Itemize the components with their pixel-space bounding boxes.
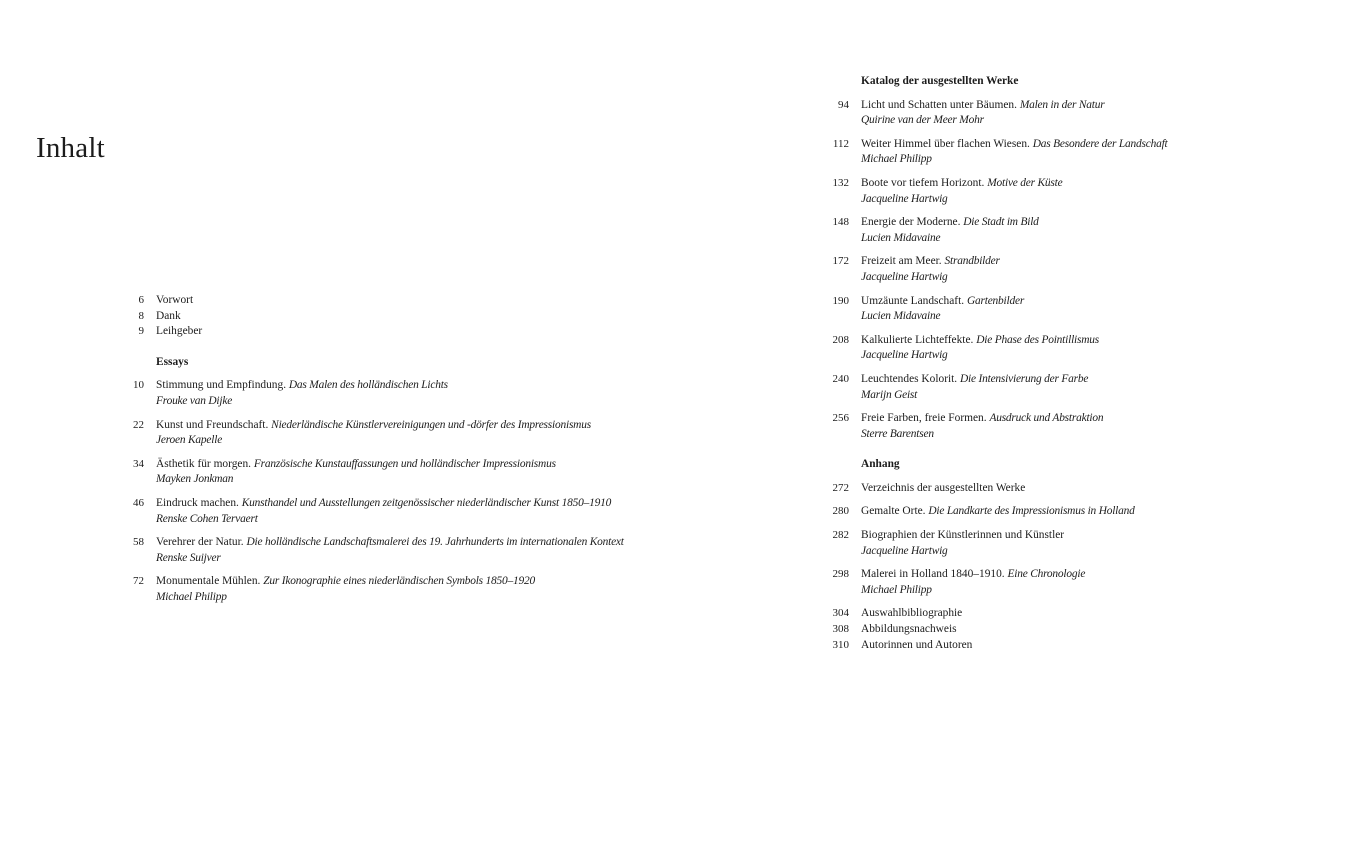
entry-title: Leuchtendes Kolorit. (861, 372, 958, 385)
toc-entry[interactable] (815, 638, 1168, 654)
toc-entry[interactable] (815, 333, 1168, 364)
entry-title: Autorinnen und Autoren (861, 638, 973, 651)
page-number: 22 (133, 418, 144, 431)
entry-title: Verzeichnis der ausgestellten Werke (861, 481, 1026, 494)
entry-author: Michael Philipp (861, 153, 932, 166)
toc-entry[interactable] (815, 481, 1168, 497)
page-number: 190 (832, 294, 849, 307)
toc-entry[interactable] (815, 411, 1168, 442)
entry-title: Malerei in Holland 1840–1910. (861, 568, 1005, 581)
toc-entry[interactable] (110, 324, 624, 340)
entry-author: Michael Philipp (156, 590, 227, 603)
page-number: 6 (138, 294, 144, 306)
entry-subtitle: Die Phase des Pointillismus (976, 333, 1099, 346)
entry-author: Jeroen Kapelle (156, 434, 223, 447)
entry-title: Freizeit am Meer. (861, 255, 942, 268)
entry-title: Gemalte Orte. (861, 505, 926, 518)
entry-subtitle: Malen in der Natur (1019, 98, 1105, 111)
toc-left-column (110, 293, 624, 606)
entry-title: Boote vor tiefem Horizont. (861, 176, 985, 189)
page-number: 310 (832, 638, 849, 651)
entry-author: Sterre Barentsen (861, 427, 934, 440)
page-number: 282 (832, 529, 849, 542)
page-title: Inhalt (36, 132, 105, 164)
entry-title: Eindruck machen. (156, 496, 239, 509)
toc-entry[interactable] (815, 294, 1168, 325)
entry-subtitle: Strandbilder (944, 255, 1000, 268)
entry-author: Renske Cohen Tervaert (156, 512, 258, 525)
entry-subtitle: Gartenbilder (966, 294, 1025, 307)
entry-subtitle: Ausdruck und Abstraktion (989, 412, 1104, 425)
page-number: 9 (138, 325, 144, 338)
entry-title: Licht und Schatten unter Bäumen. (861, 98, 1017, 111)
entry-title: Vorwort (156, 294, 194, 306)
toc-entry[interactable] (815, 215, 1168, 246)
toc-entry[interactable] (110, 535, 624, 566)
toc-entry[interactable] (110, 309, 624, 325)
entry-author: Jacqueline Hartwig (861, 349, 948, 362)
page-number: 240 (832, 372, 849, 385)
entry-author: Michael Philipp (861, 583, 932, 596)
page-number: 256 (832, 412, 849, 425)
page-number: 132 (832, 176, 849, 189)
entry-subtitle: Kunsthandel und Ausstellungen zeitgenössischer niederländischer Kunst 1850–1910 (241, 496, 612, 509)
entry-author: Renske Suijver (156, 551, 221, 564)
page-number: 72 (133, 575, 144, 588)
entry-subtitle: Das Malen des holländischen Lichts (288, 379, 448, 392)
entry-author: Frouke van Dijke (156, 394, 233, 407)
entry-author: Jacqueline Hartwig (861, 544, 948, 557)
entry-subtitle: Niederländische Künstlervereinigungen und -dörfer des Impressionismus (271, 418, 591, 431)
toc-entry[interactable] (110, 496, 624, 527)
section-heading-appendix: Anhang (861, 458, 900, 471)
entry-author: Marijn Geist (861, 388, 918, 401)
page-number: 46 (133, 496, 144, 509)
toc-entry[interactable] (110, 457, 624, 488)
page-number: 308 (832, 623, 849, 636)
entry-subtitle: Französische Kunstauffassungen und holländischer Impressionismus (253, 457, 556, 470)
page-number: 94 (838, 98, 849, 111)
page-number: 208 (832, 333, 849, 346)
entry-author: Lucien Midavaine (861, 310, 941, 323)
toc-entry[interactable] (815, 622, 1168, 638)
toc-entry[interactable] (815, 137, 1168, 168)
entry-title: Energie der Moderne. (861, 216, 961, 229)
entry-title: Kalkulierte Lichteffekte. (861, 333, 974, 346)
entry-author: Jacqueline Hartwig (861, 270, 948, 283)
entry-author: Quirine van der Meer Mohr (861, 114, 984, 127)
entry-subtitle: Zur Ikonographie eines niederländischen Symbols 1850–1920 (263, 575, 536, 588)
entry-title: Weiter Himmel über flachen Wiesen. (861, 137, 1030, 150)
entry-author: Lucien Midavaine (861, 231, 941, 244)
section-heading-essays: Essays (156, 355, 189, 368)
entry-author: Mayken Jonkman (156, 473, 234, 486)
entry-subtitle: Die Landkarte des Impressionismus in Holland (928, 505, 1135, 518)
entry-title: Biographien der Künstlerinnen und Künstler (861, 529, 1065, 542)
page-number: 148 (832, 216, 849, 229)
page-number: 298 (832, 568, 849, 581)
entry-subtitle: Motive der Küste (987, 176, 1063, 189)
toc-right-column (815, 74, 1168, 653)
page-number: 8 (138, 309, 144, 322)
entry-subtitle: Die holländische Landschaftsmalerei des 19. Jahrhunderts im internationalen Kontext (246, 536, 624, 549)
toc-entry[interactable] (110, 293, 624, 309)
entry-author: Jacqueline Hartwig (861, 192, 948, 205)
entry-title: Stimmung und Empfindung. (156, 379, 287, 392)
entry-title: Dank (156, 309, 181, 322)
entry-subtitle: Eine Chronologie (1007, 568, 1086, 581)
entry-title: Freie Farben, freie Formen. (861, 412, 987, 425)
entry-subtitle: Die Intensivierung der Farbe (960, 372, 1089, 385)
entry-subtitle: Das Besondere der Landschaft (1032, 137, 1168, 150)
toc-entry[interactable] (110, 574, 624, 605)
toc-entry[interactable] (815, 98, 1168, 129)
entry-title: Ästhetik für morgen. (156, 457, 252, 470)
page-number: 304 (832, 607, 849, 620)
toc-entry[interactable] (815, 528, 1168, 559)
entry-title: Leihgeber (156, 325, 203, 338)
entry-title: Kunst und Freundschaft. (156, 418, 269, 431)
page-number: 58 (133, 536, 144, 549)
toc-entry[interactable] (815, 372, 1168, 403)
page-number: 34 (133, 457, 144, 470)
toc-entry[interactable] (110, 378, 624, 409)
toc-entry[interactable] (815, 567, 1168, 598)
section-heading-catalog: Katalog der ausgestellten Werke (861, 75, 1019, 87)
page-number: 10 (133, 379, 144, 392)
entry-title: Verehrer der Natur. (156, 536, 244, 549)
entry-title: Auswahlbibliographie (861, 607, 963, 620)
toc-entry[interactable] (815, 254, 1168, 285)
page-number: 272 (832, 481, 849, 494)
entry-title: Umzäunte Landschaft. (861, 294, 965, 307)
entry-subtitle: Die Stadt im Bild (963, 216, 1039, 229)
page-number: 280 (832, 505, 849, 518)
toc-entry[interactable] (815, 606, 1168, 622)
toc-entry[interactable] (815, 176, 1168, 207)
toc-entry[interactable] (110, 418, 624, 449)
page-number: 112 (832, 137, 849, 150)
toc-entry[interactable] (815, 504, 1168, 520)
entry-title: Abbildungsnachweis (861, 623, 957, 636)
entry-title: Monumentale Mühlen. (156, 575, 261, 588)
page-number: 172 (832, 255, 849, 268)
